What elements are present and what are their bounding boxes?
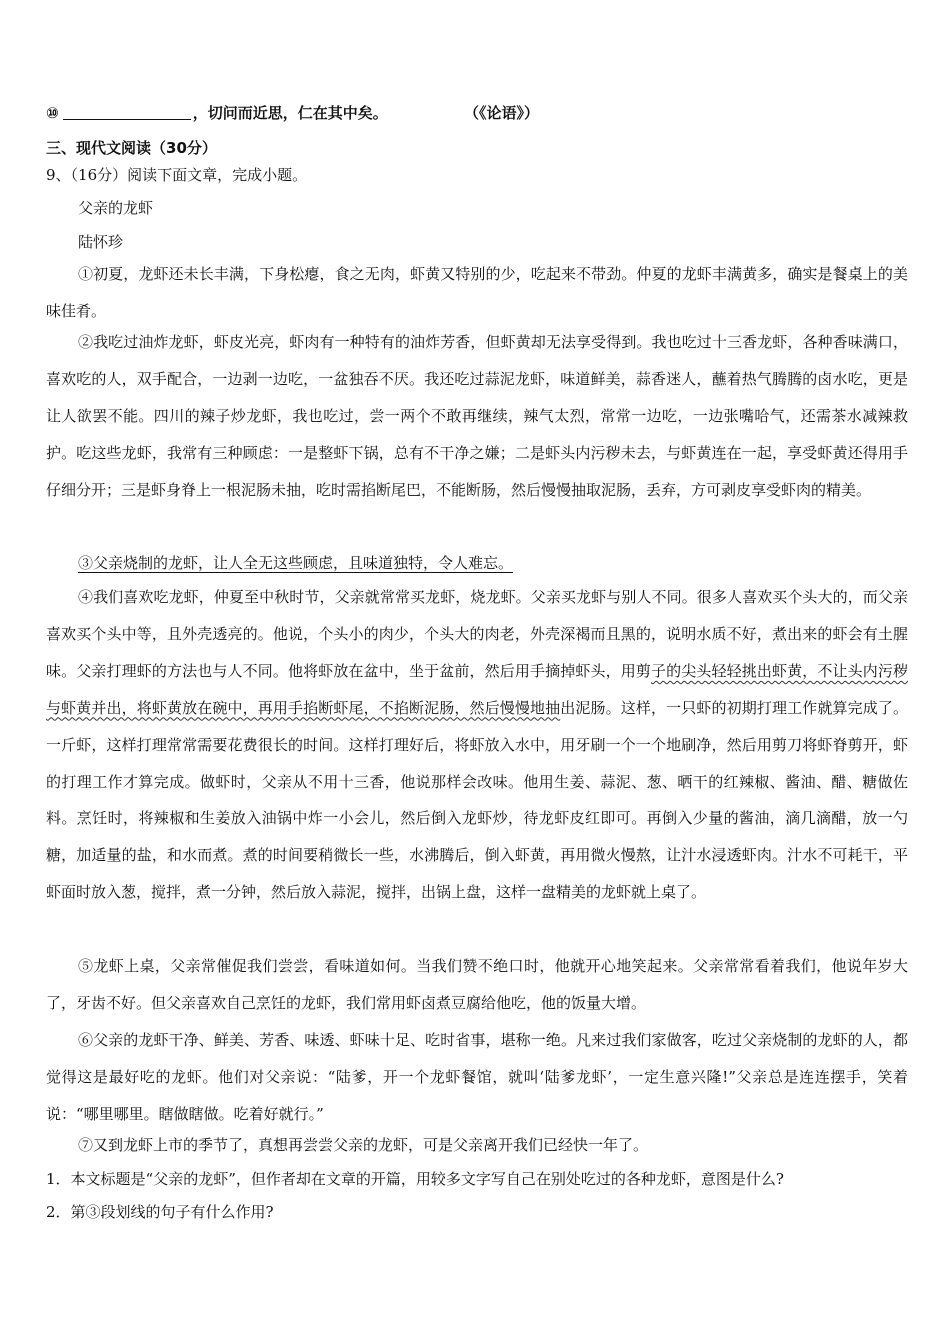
- paragraph-4-part-3: 出泥肠。这样，一只虾的初期打理工作就算完成了。一斤虾，这样打理常常需要花费很长的时间。这样打理好后，将虾放入水中，用牙刷一个一个地刷净，然后用剪刀将虾脊剪开，虾的打理工作才算完成。做虾时，父亲从不用十三香，他说那样会改味。他用生姜、蒜泥、葱、晒干的红辣椒、酱油、醋、糖做佐料。烹饪时，将辣椒和生姜放入油锅中炸一小会儿，然后倒入龙虾炒，待龙虾皮红即可。再倒入少量的酱油，滴几滴醋，放一勺糖，加适量的盐，和水而煮。煮的时间要稍微长一些，水沸腾后，倒入虾黄，再用微火慢熬，让汁水浸透虾肉。汁水不可耗干，平虾面时放入葱，搅拌，煮一分钟，然后放入蒜泥，搅拌，出锅上盘，这样一盘精美的龙虾就上桌了。: [46, 698, 908, 902]
- question-intro: 9、（16分）阅读下面文章，完成小题。: [46, 166, 308, 184]
- paragraph-4-part-1: ④我们喜欢吃龙虾，仲夏至中秋时节，父亲就常常买龙虾，烧龙虾。父亲买龙虾与别人不同。很多人喜欢买个头大的，而父亲喜欢买个头中等，且外壳透亮的。他说，个头小的肉少，个头大的肉老，外壳深褐而且黑的，说明水质不好，煮出来的虾会有土腥味。父亲打理虾的方法也与人不同。他将虾放在盆中，坐于盆前，然后用手摘掉虾头，用剪: [46, 588, 908, 680]
- paragraph-4: [46, 579, 908, 911]
- underlined-sentence: ③父亲烧制的龙虾，让人全无这些顾虑，且味道独特，令人难忘。: [78, 554, 514, 572]
- article-title: 父亲的龙虾: [78, 199, 154, 217]
- section-heading: 三、现代文阅读（30分）: [46, 139, 217, 157]
- paragraph-5: ⑤龙虾上桌，父亲常催促我们尝尝，看味道如何。当我们赞不绝口时，他就开心地笑起来。父亲常常看着我们，他说年岁大了，牙齿不好。但父亲喜欢自己烹饪的龙虾，我们常用虾卤煮豆腐给他吃，他的饭量大增。: [46, 957, 908, 1012]
- paragraph-2: ②我吃过油炸龙虾，虾皮光亮，虾肉有一种特有的油炸芳香，但虾黄却无法享受得到。我也吃过十三香龙虾，各种香味满口，喜欢吃的人，双手配合，一边剥一边吃，一盆独吞不厌。我还吃过蒜泥龙虾，味道鲜美，蒜香迷人，蘸着热气腾腾的卤水吃，更是让人欲罢不能。四川的辣子炒龙虾，我也吃过，尝一两个不敢再继续，辣气太烈，常常一边吃，一边张嘴哈气，还需茶水减辣救护。吃这些龙虾，我常有三种顾虑：一是整虾下锅，总有不干净之嫌；二是虾头内污秽未去，与虾黄连在一起，享受虾黄还得用手仔细分开；三是虾身脊上一根泥肠未抽，吃时需掐断尾巴，不能断肠，然后慢慢抽取泥肠，丢弃，方可剥皮享受虾肉的精美。: [46, 333, 908, 499]
- paragraph-1: ①初夏，龙虾还未长丰满，下身松瘪，食之无肉，虾黄又特别的少，吃起来不带劲。仲夏的龙虾丰满黄多，确实是餐桌上的美味佳肴。: [46, 265, 908, 320]
- answer-blank[interactable]: [63, 105, 191, 120]
- poem-line-text: ，切问而近思，仁在其中矣。: [192, 104, 388, 122]
- paragraph-7: ⑦又到龙虾上市的季节了，真想再尝尝父亲的龙虾，可是父亲离开我们已经快一年了。: [78, 1136, 649, 1154]
- question-1: 1．本文标题是“父亲的龙虾”，但作者却在文章的开篇，用较多文字写自己在别处吃过的各种龙虾，意图是什么?: [46, 1170, 784, 1188]
- paragraph-6: ⑥父亲的龙虾干净、鲜美、芳香、味透、虾味十足、吃时省事，堪称一绝。凡来过我们家做客，吃过父亲烧制的龙虾的人，都觉得这是最好吃的龙虾。他们对父亲说：“陆爹，开一个龙虾餐馆，就叫‘陆爹龙虾’，一定生意兴隆!”父亲总是连连摆手，笑着说：“哪里哪里。瞎做瞎做。吃着好就行。”: [46, 1031, 908, 1123]
- paragraph-3: [46, 545, 908, 582]
- question-2: 2．第③段划线的句子有什么作用?: [46, 1203, 274, 1221]
- wavy-underlined-text: 子的尖头轻轻挑出虾黄，不让头内污秽与虾黄并出，将虾黄放在碗中，再用手掐断虾尾，不掐断泥肠，然后慢慢地抽: [46, 661, 908, 717]
- article-author: 陆怀珍: [78, 233, 124, 251]
- poem-source: （《论语》）: [464, 104, 540, 122]
- item-number: ⑩: [46, 104, 59, 122]
- poem-fill-line: [46, 102, 388, 123]
